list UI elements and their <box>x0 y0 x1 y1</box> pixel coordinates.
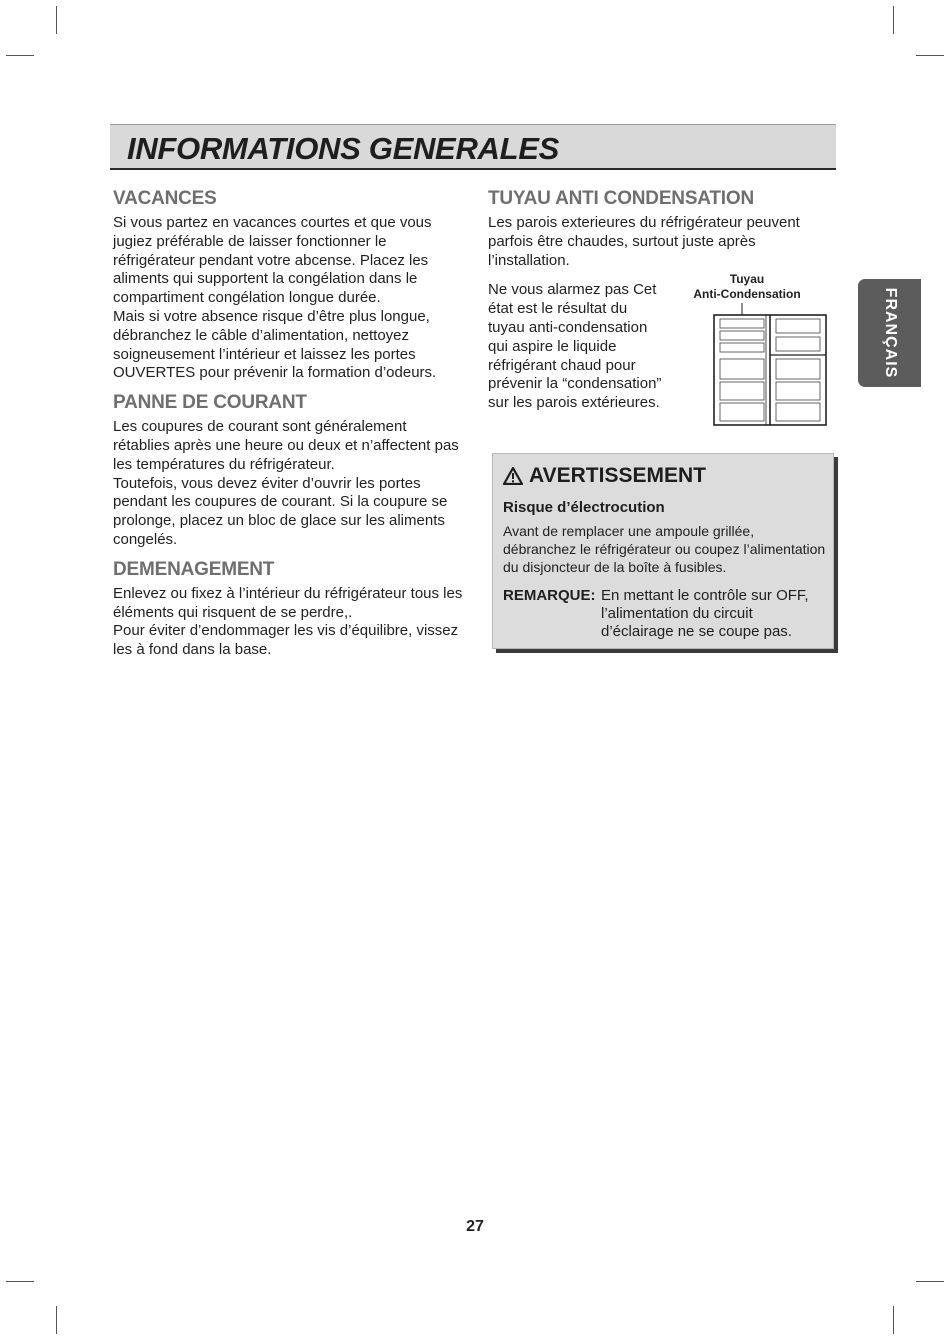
section-vacances <box>113 188 465 383</box>
section-demenagement <box>113 559 465 660</box>
paragraph: Pour éviter d’endommager les vis d’équilibre, vissez les à fond dans la base. <box>113 622 459 659</box>
section-panne-de-courant <box>113 392 465 550</box>
section-heading: TUYAU ANTI CONDENSATION <box>488 188 754 209</box>
remark-label: REMARQUE: <box>503 587 596 604</box>
page-number: 27 <box>466 1218 484 1235</box>
diagram-label: Tuyau <box>729 272 765 287</box>
section-heading: VACANCES <box>113 188 217 209</box>
crop-mark <box>893 1306 894 1334</box>
paragraph: Enlevez ou fixez à l’intérieur du réfrigérateur tous les éléments qui risquent de se perdre,. <box>113 584 463 621</box>
section-heading: PANNE DE COURANT <box>113 392 307 414</box>
crop-mark <box>6 1281 34 1282</box>
refrigerator-drawing <box>684 271 834 431</box>
page-title: INFORMATIONS GENERALES <box>127 131 560 166</box>
condensation-detail <box>488 272 840 446</box>
crop-mark <box>56 6 57 34</box>
warning-triangle-icon <box>503 467 523 485</box>
refrigerator-diagram <box>684 271 834 431</box>
crop-mark <box>893 6 894 34</box>
crop-mark <box>6 55 34 56</box>
warning-title: AVERTISSEMENT <box>529 464 706 487</box>
paragraph: Toutefois, vous devez éviter d’ouvrir les portes pendant les coupures de courant. Si la coupure se prolonge, placez un bloc de glace sur les aliments congelés. <box>113 474 448 548</box>
crop-mark <box>916 1281 944 1282</box>
section-heading: DEMENAGEMENT <box>113 558 275 580</box>
paragraph: Mais si votre absence risque d’être plus longue, débranchez le câble d’alimentation, nettoyez soigneusement l’intérieur et laissez les portes OUVERTES pour prévenir la formation d’odeurs. <box>113 307 437 382</box>
warning-text: Avant de remplacer une ampoule grillée, débranchez le réfrigérateur ou coupez l’alimentation du disjoncteur de la boîte à fusibles. <box>503 523 826 575</box>
warning-subtitle: Risque d’électrocution <box>503 499 665 516</box>
language-tab[interactable] <box>858 279 921 387</box>
paragraph: Si vous partez en vacances courtes et que vous jugiez préférable de laisser fonctionner le réfrigérateur pendant votre abcense. Placez les aliments qui supportent la congélation dans le compartiment congélation longue durée. <box>113 214 432 307</box>
page-title-bar <box>110 124 836 170</box>
warning-box <box>492 453 834 649</box>
diagram-label: Anti-Condensation <box>693 287 801 302</box>
right-column <box>488 188 840 446</box>
paragraph: Les parois exterieures du réfrigérateur peuvent parfois être chaudes, surtout juste après l’installation. <box>488 214 800 269</box>
warning-header <box>503 464 706 488</box>
remark-text: En mettant le contrôle sur OFF, l’alimentation du circuit d’éclairage ne se coupe pas. <box>601 587 809 640</box>
left-column <box>113 188 465 669</box>
paragraph: Les coupures de courant sont généralement rétablies après une heure ou deux et n’affectent pas les températures du réfrigérateur. <box>113 418 459 473</box>
paragraph: Ne vous alarmez pas Cet état est le résultat du tuyau anti-condensation qui aspire le liquide réfrigérant chaud pour prévenir la “condensation” sur les parois extérieures. <box>488 281 662 412</box>
language-tab-label: FRANÇAIS <box>881 287 899 379</box>
crop-mark <box>916 55 944 56</box>
crop-mark <box>56 1306 57 1334</box>
